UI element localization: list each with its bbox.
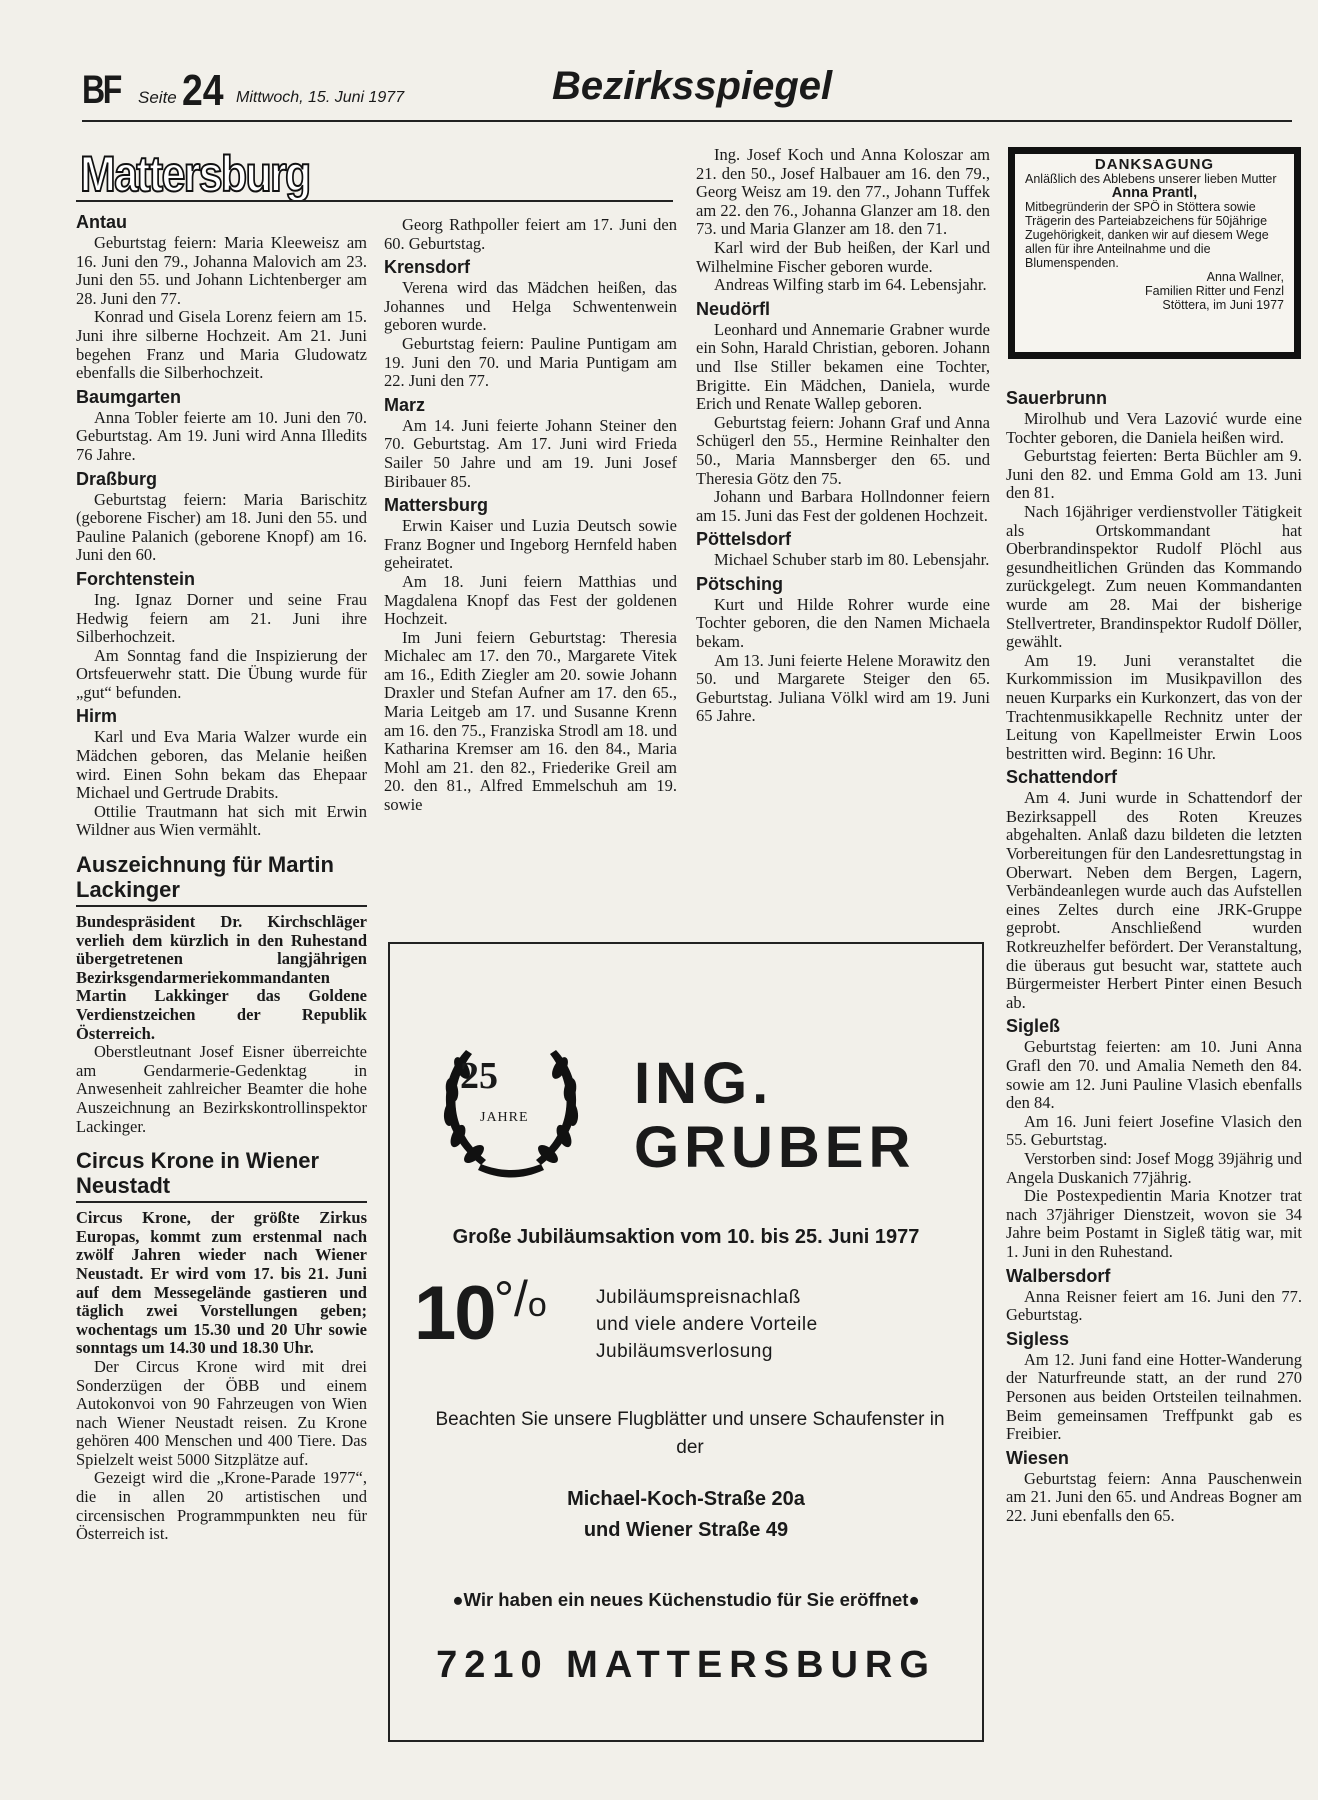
headline-auszeichnung: Auszeichnung für Martin Lackinger [76, 852, 367, 907]
paragraph: Leonhard und Annemarie Grabner wurde ein Sohn, Harald Christian, geboren. Johann und Ilse Stiller bekamen eine Tochter, Brigitte. Ein Mädchen, Daniela, wurde Erich und Renate Wallep geboren. [696, 319, 990, 414]
paragraph: Erwin Kaiser und Luzia Deutsch sowie Franz Bogner und Ingeborg Hernfeld haben geheiratet. [384, 516, 677, 573]
paragraph: Am 16. Juni feiert Josefine Vlasich den 55. Geburtstag. [1006, 1111, 1302, 1150]
column-1 [76, 208, 367, 1544]
heading-baumgarten: Baumgarten [76, 386, 182, 407]
paragraph: Am Sonntag fand die Inspizierung der Ortsfeuerwehr statt. Die Übung wurde für „gut“ befunden. [76, 645, 367, 702]
thanks-place-date: Stöttera, im Juni 1977 [1162, 298, 1284, 312]
heading-sauerbrunn: Sauerbrunn [1006, 388, 1108, 408]
lead-paragraph: Bundespräsident Dr. Kirchschläger verlieh dem kürzlich in den Ruhestand übergetretenen langjährigen Bezirksgendarmeriekommandanten Martin Lakkinger das Goldene Verdienstzeichen der Republik Österreich. [76, 912, 367, 1043]
paragraph: Geburtstag feierten: am 10. Juni Anna Grafl den 70. und Amalia Nemeth den 84. sowie am 12. Juni Pauline Vlasich ebenfalls den 84. [1006, 1037, 1302, 1113]
paragraph: Konrad und Gisela Lorenz feiern am 15. Juni ihre silberne Hochzeit. Am 21. Juni begehen Franz und Maria Gludowatz ebenfalls die Silberhochzeit. [76, 307, 367, 383]
anniversary-years: 25 [460, 1055, 498, 1097]
heading-schattendorf: Schattendorf [1006, 767, 1118, 788]
section-title: Bezirksspiegel [552, 64, 833, 108]
anniversary-label: JAHRE [480, 1110, 529, 1125]
bullet-icon: ● [908, 1589, 920, 1610]
company-name [634, 1052, 915, 1180]
paragraph: Ing. Ignaz Dorner und seine Frau Hedwig feiern am 21. Juni ihre Silberhochzeit. [76, 589, 367, 647]
paragraph: Geburtstag feierten: Berta Büchler am 9. Juni den 82. und Emma Gold am 13. Juni den 81. [1006, 446, 1302, 503]
heading-wiesen: Wiesen [1006, 1447, 1069, 1468]
heading-sigless-2: Sigless [1006, 1328, 1070, 1349]
percent-icon: °/o [494, 1271, 547, 1327]
thanks-body: Mitbegründerin der SPÖ in Stöttera sowie Trägerin des Parteiabzeichens für 50jährige Zugehörigkeit, danken wir auf diesem Wege allen für ihre Anteilnahme und die Blumenspenden. [1025, 200, 1269, 270]
kitchen-studio-note: ●Wir haben ein neues Küchenstudio für Sie eröffnet● [452, 1589, 920, 1610]
paragraph: Im Juni feiern Geburtstag: Theresia Michalec am 17. den 70., Margarete Vitek am 16., Edith Ziegler am 20. sowie Johann Draxler und Stefan Aufner am 17. den 65., Maria Leitgeb am 17. und Susanne Krenn am 16. den 75., Franziska Strodl am 18. und Katharina Kremser am 16. den 84., Maria Mohl am 21. den 82., Friederike Greil am 20. den 81., Alfred Emmelschuh am 19. sowie [384, 627, 677, 815]
title-rule [76, 200, 673, 202]
thanks-name: Anna Prantl, [1111, 185, 1198, 201]
paragraph: Ottilie Trautmann hat sich mit Erwin Wildner aus Wien vermählt. [76, 801, 367, 840]
thanks-notice [1008, 147, 1301, 359]
offer-item: und viele andere Vorteile [596, 1314, 818, 1335]
store-city: 7210 MATTERSBURG [436, 1644, 936, 1686]
paragraph: Georg Rathpoller feiert am 17. Juni den 60. Geburtstag. [384, 215, 677, 253]
paragraph: Ing. Josef Koch und Anna Koloszar am 21. den 50., Josef Halbauer am 16. den 79., Georg Weisz am 19. den 77., Johann Tuffek am 22. den 76., Johanna Glanzer am 18. den 73. und Maria Glanzer am 18. den 71. [696, 145, 990, 239]
page-header [82, 62, 1292, 122]
thanks-signature: Anna Wallner, [1206, 270, 1284, 284]
paragraph: Geburtstag feiern: Anna Pauschenwein am 21. Juni den 65. und Andreas Bogner am 22. Juni ebenfalls den 65. [1006, 1468, 1302, 1525]
paragraph: Andreas Wilfing starb im 64. Lebensjahr. [714, 275, 987, 295]
paragraph: Verstorben sind: Josef Mogg 39jährig und Angela Duskanich 77jährig. [1006, 1148, 1302, 1187]
address-line: und Wiener Straße 49 [583, 1519, 789, 1541]
heading-mattersburg: Mattersburg [384, 495, 489, 516]
paragraph: Geburtstag feiern: Pauline Puntigam am 19. Juni den 70. und Maria Puntigam am 22. Juni den 77. [384, 333, 677, 391]
heading-forchtenstein: Forchtenstein [76, 568, 196, 589]
heading-drassburg: Draßburg [76, 468, 157, 489]
company-name-line: GRUBER [634, 1115, 916, 1180]
column-2 [384, 216, 677, 815]
paragraph: Am 4. Juni wurde in Schattendorf der Bezirksappell des Roten Kreuzes abgehalten. Anlaß dazu bildeten die letzten Vorbereitungen für den Landesrettungstag in Oberwart. Neben dem Bergen, Lagern, Verbändeanlegen wurde auch das Aufstellen eines Zeltes durch eine JRK-Gruppe geprobt. Anschließend wurden Rotkreuzhelfer befördert. Der Veranstaltung, die überaus gut besucht war, stattete auch Bürgermeister Herbert Pinter einen Besuch ab. [1006, 788, 1302, 1012]
heading-walbersdorf: Walbersdorf [1006, 1265, 1111, 1286]
paragraph: Karl wird der Bub heißen, der Karl und Wilhelmine Fischer geboren wurde. [696, 237, 990, 276]
address-line: Michael-Koch-Straße 20a [567, 1488, 805, 1510]
thanks-signature: Familien Ritter und Fenzl [1145, 284, 1284, 298]
headline-circus: Circus Krone in Wiener Neustadt [76, 1148, 367, 1203]
paragraph: Anna Tobler feierte am 10. Juni den 70. Geburtstag. Am 19. Juni wird Anna Illedits 76 Jahre. [76, 407, 367, 464]
paragraph: Am 14. Juni feierte Johann Steiner den 70. Geburtstag. Am 17. Juni wird Frieda Sailer 50 Jahre und am 19. Juni Josef Biribauer 85. [384, 415, 677, 491]
paragraph: Johann und Barbara Hollndonner feiern am 15. Juni das Fest der goldenen Hochzeit. [696, 487, 990, 525]
heading-poetsching: Pötsching [696, 573, 784, 594]
paragraph: Michael Schuber starb im 80. Lebensjahr. [714, 550, 990, 570]
paragraph: Geburtstag feiern: Maria Kleeweisz am 16. Juni den 79., Johanna Malovich am 23. Juni den 55. und Johann Lichtenberger am 28. Juni den 77. [76, 233, 367, 308]
company-name-line: ING. [634, 1051, 774, 1116]
heading-hirm: Hirm [76, 706, 118, 727]
paragraph: Am 13. Juni feierte Helene Morawitz den 50. und Margarete Steiger den 65. Geburtstag. Juliana Völkl wird am 19. Juni 65 Jahre. [696, 650, 990, 726]
bullet-icon: ● [452, 1589, 464, 1610]
paragraph: Am 18. Juni feiern Matthias und Magdalena Knopf das Fest der goldenen Hochzeit. [384, 571, 677, 629]
heading-poettelsdorf: Pöttelsdorf [696, 529, 792, 550]
heading-krensdorf: Krensdorf [384, 257, 471, 278]
issue-date: Mittwoch, 15. Juni 1977 [236, 89, 405, 106]
newspaper-logo: BF [82, 68, 120, 112]
paragraph: Nach 16jähriger verdienstvoller Tätigkeit als Ortskommandant hat Oberbrandinspektor Rudolf Plöchl aus gesundheitlichen Gründen das Kommando zurückgelegt. Zum neuen Kommandanten wurde am 28. Mai der bisherige Stellvertreter, Brandinspektor Rudolf Döller, gewählt. [1006, 501, 1302, 652]
heading-sigless: Sigleß [1006, 1016, 1061, 1037]
paragraph: Kurt und Hilde Rohrer wurde eine Tochter geboren, die den Namen Michaela bekam. [696, 594, 990, 652]
paragraph: Der Circus Krone wird mit drei Sonderzügen der ÖBB und einem Autokonvoi von 90 Fahrzeugen von Wien nach Wiener Neustadt reisen. Zu Krone gehören 400 Menschen und 400 Tiere. Das Spielzelt weist 5000 Sitzplätze auf. [76, 1356, 367, 1469]
discount-value: 10 [414, 1271, 495, 1356]
heading-antau: Antau [76, 212, 127, 232]
thanks-intro: Anläßlich des Ablebens unserer lieben Mutter [1025, 172, 1277, 186]
paragraph: Verena wird das Mädchen heißen, das Johannes und Helga Schwentenwein geboren wurde. [384, 278, 677, 335]
paragraph: Geburtstag feiern: Maria Barischitz (geborene Fischer) am 18. Juni den 55. und Pauline Palanich (geborene Knopf) am 16. Juni den 60. [76, 489, 367, 565]
offer-item: Jubiläumspreisnachlaß [596, 1287, 801, 1308]
flyer-note: Beachten Sie unsere Flugblätter und unsere Schaufenster in der [435, 1409, 945, 1458]
heading-marz: Marz [384, 394, 426, 415]
paragraph: Anna Reisner feiert am 16. Juni den 77. Geburtstag. [1006, 1286, 1302, 1325]
page-number: 24 [182, 66, 224, 115]
lead-paragraph: Circus Krone, der größte Zirkus Europas, kommt zum erstenmal nach zwölf Jahren wieder nach Wiener Neustadt. Er wird vom 17. bis 21. Juni auf dem Messegelände gastieren und täglich zwei Vorstellungen geben; wochentags um 15.30 und 20 Uhr sowie sonntags um 14.30 und 18.30 Uhr. [76, 1208, 367, 1358]
page-label: Seite [138, 88, 177, 107]
paragraph: Karl und Eva Maria Walzer wurde ein Mädchen geboren, das Melanie heißen wird. Einen Sohn bekam das Ehepaar Michael und Gertrude Drabits. [76, 727, 367, 803]
paragraph: Mirolhub und Vera Lazović wurde eine Tochter geboren, die Daniela heißen wird. [1006, 409, 1302, 447]
column-3 [696, 146, 990, 726]
gruber-advertisement [388, 942, 984, 1742]
store-addresses [390, 1484, 982, 1546]
offer-list [596, 1284, 818, 1365]
offer-item: Jubiläumsverlosung [596, 1341, 773, 1362]
paragraph: Am 12. Juni fand eine Hotter-Wanderung der Naturfreunde statt, an der rund 270 Personen aus beiden Ortsteilen teilnahmen. Beim gemeinsamen Treffpunkt gab es Freibier. [1006, 1349, 1302, 1444]
promo-headline: Große Jubiläumsaktion vom 10. bis 25. Juni 1977 [452, 1226, 920, 1248]
paragraph: Oberstleutnant Josef Eisner überreichte am Gendarmerie-Gedenktag in Anwesenheit zahlreicher Beamter die hohe Auszeichnung an Bezirkskontrollinspektor Lackinger. [76, 1042, 367, 1136]
town-title: Mattersburg [80, 146, 310, 202]
town-title-block [80, 146, 380, 202]
heading-neudoerfl: Neudörfl [696, 298, 770, 319]
paragraph: Geburtstag feiern: Johann Graf und Anna Schügerl den 55., Hermine Reinhalter den 50., Maria Mannsberger den 65. und Theresia Götz den 75. [696, 412, 990, 488]
paragraph: Die Postexpedientin Maria Knotzer trat nach 37jähriger Dienstzeit, wovon sie 34 Jahre beim Postamt in Sigleß tätig war, mit 1. Juni in den Ruhestand. [1006, 1186, 1302, 1261]
thanks-title: DANKSAGUNG [1094, 156, 1215, 173]
column-4 [1006, 384, 1302, 1525]
paragraph: Am 19. Juni veranstaltet die Kurkommission im Musikpavillon des neuen Kurparks ein Kurkonzert, das von der Trachtenmusikkapelle Rechnitz unter der Leitung von Kapellmeister Erwin Loos bestritten wird. Beginn: 16 Uhr. [1006, 650, 1302, 763]
paragraph: Gezeigt wird die „Krone-Parade 1977“, die in allen 20 artistischen und circensischen Programmpunkten neu für Österreich ist. [76, 1468, 367, 1544]
